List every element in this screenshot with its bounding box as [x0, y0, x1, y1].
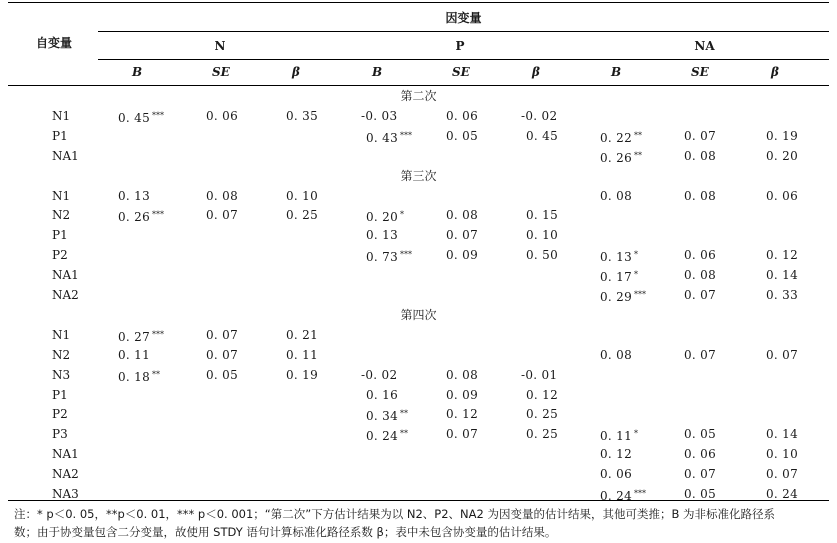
table-cell — [600, 288, 646, 304]
cell-value: 0. 08 — [600, 188, 633, 203]
cell-value: 0. 07 — [206, 347, 239, 362]
significance-marker: * — [634, 270, 639, 280]
significance-marker: ** — [634, 130, 643, 140]
cell-value: 0. 43 — [366, 130, 399, 145]
row-label: N3 — [52, 367, 71, 382]
table-cell — [684, 467, 716, 481]
cell-value: 0. 07 — [446, 427, 479, 442]
table-cell — [684, 129, 716, 143]
stat-header-beta-n: β — [292, 65, 300, 79]
stat-header-se-p: SE — [452, 65, 470, 79]
cell-value: 0. 05 — [684, 487, 717, 501]
row-label: N1 — [52, 188, 71, 203]
table-cell — [206, 328, 238, 342]
independent-var-header: 自变量 — [36, 36, 73, 50]
table-cell — [446, 109, 478, 123]
table-cell — [766, 427, 798, 441]
table-cell — [600, 487, 646, 503]
table-cell — [206, 109, 238, 123]
table-cell — [366, 248, 412, 264]
cell-value: 0. 08 — [684, 268, 717, 283]
cell-value: 0. 12 — [526, 387, 559, 402]
table-cell — [118, 328, 164, 344]
cell-value: 0. 07 — [684, 288, 717, 302]
cell-value: 0. 06 — [206, 108, 239, 123]
cell-value: 0. 13 — [118, 188, 151, 203]
table-top-rule — [8, 2, 829, 3]
group-header-p: P — [455, 39, 465, 53]
table-cell — [684, 248, 716, 262]
cell-value: 0. 45 — [118, 110, 151, 125]
cell-value: 0. 24 — [366, 429, 399, 444]
table-cell — [526, 407, 558, 421]
table-cell — [766, 189, 798, 203]
cell-value: 0. 06 — [766, 188, 799, 203]
cell-value: 0. 08 — [684, 148, 717, 163]
table-cell — [361, 368, 397, 382]
cell-value: 0. 09 — [446, 248, 479, 263]
stat-header-se-n: SE — [212, 65, 230, 79]
row-label: N1 — [52, 327, 71, 342]
cell-value: 0. 12 — [600, 447, 633, 462]
significance-marker: *** — [152, 110, 165, 120]
table-cell — [600, 447, 632, 461]
cell-value: 0. 08 — [684, 188, 717, 203]
table-cell — [446, 368, 478, 382]
row-label: P3 — [52, 427, 68, 442]
table-cell — [526, 388, 558, 402]
cell-value: 0. 26 — [600, 150, 633, 165]
cell-value: -0. 02 — [361, 367, 398, 382]
row-label: P1 — [52, 387, 68, 402]
table-cell — [206, 368, 238, 382]
cell-value: 0. 19 — [286, 367, 319, 382]
row-label: NA3 — [52, 487, 79, 501]
significance-marker: ** — [152, 369, 161, 379]
significance-marker: *** — [634, 290, 647, 299]
table-cell — [684, 288, 716, 302]
significance-marker: * — [634, 250, 639, 260]
table-cell — [526, 208, 558, 222]
table-cell — [286, 368, 318, 382]
table-cell — [118, 368, 160, 384]
cell-value: 0. 26 — [118, 210, 151, 225]
stat-header-b-p: B — [372, 65, 383, 79]
table-cell — [600, 189, 632, 203]
row-label: P1 — [52, 128, 68, 143]
cell-value: 0. 24 — [766, 487, 799, 501]
cell-value: 0. 15 — [526, 208, 559, 223]
cell-value: 0. 14 — [766, 268, 799, 283]
cell-value: 0. 12 — [446, 407, 479, 422]
table-cell — [600, 427, 638, 443]
cell-value: 0. 19 — [766, 128, 799, 143]
table-cell — [526, 129, 558, 143]
group-header-na: NA — [694, 39, 715, 53]
cell-value: 0. 09 — [446, 387, 479, 402]
table-cell — [684, 189, 716, 203]
cell-value: 0. 25 — [526, 427, 559, 442]
row-label: NA1 — [52, 447, 79, 462]
significance-marker: ** — [634, 150, 643, 160]
row-label: NA1 — [52, 268, 79, 283]
table-note-line2: 数；由于协变量包含二分变量，故使用 STDY 语句计算标准化路径系数 β；表中未包含协变量的估计结果。 — [14, 525, 557, 539]
stat-header-se-na: SE — [691, 65, 709, 79]
table-cell — [766, 288, 798, 302]
cell-value: -0. 02 — [521, 108, 558, 123]
table-cell — [600, 248, 638, 264]
cell-value: 0. 73 — [366, 250, 399, 265]
cell-value: 0. 07 — [684, 467, 717, 482]
cell-value: 0. 10 — [766, 447, 799, 462]
table-cell — [600, 129, 642, 145]
stat-header-beta-p: β — [532, 65, 540, 79]
cell-value: 0. 06 — [684, 248, 717, 263]
cell-value: 0. 08 — [446, 367, 479, 382]
cell-value: 0. 08 — [600, 347, 633, 362]
row-label: N2 — [52, 347, 71, 362]
cell-value: 0. 07 — [766, 467, 799, 482]
table-cell — [600, 149, 642, 165]
table-cell — [766, 248, 798, 262]
table-cell — [206, 208, 238, 222]
cell-value: 0. 05 — [684, 427, 717, 442]
cell-value: 0. 22 — [600, 130, 633, 145]
table-cell — [361, 109, 397, 123]
table-cell — [684, 427, 716, 441]
table-cell — [766, 467, 798, 481]
table-cell — [206, 348, 238, 362]
table-cell — [286, 208, 318, 222]
significance-marker: * — [634, 429, 639, 439]
row-label: NA1 — [52, 148, 79, 163]
cell-value: 0. 17 — [600, 270, 633, 285]
row-label: NA2 — [52, 288, 79, 302]
stat-header-beta-na: β — [771, 65, 779, 79]
row-label: P1 — [52, 228, 68, 243]
group-header-n: N — [214, 39, 226, 53]
table-cell — [684, 348, 716, 362]
section-title: 第二次 — [400, 89, 437, 103]
row-label: N1 — [52, 108, 71, 123]
cell-value: 0. 14 — [766, 427, 799, 442]
cell-value: -0. 03 — [361, 108, 398, 123]
table-cell — [286, 109, 318, 123]
cell-value: 0. 25 — [526, 407, 559, 422]
row-label: N2 — [52, 208, 71, 223]
table-cell — [600, 348, 632, 362]
significance-marker: *** — [400, 130, 413, 140]
significance-marker: * — [400, 210, 405, 220]
cell-value: 0. 06 — [600, 467, 633, 482]
cell-value: 0. 16 — [366, 387, 399, 402]
row-label: NA2 — [52, 467, 79, 482]
table-cell — [446, 248, 478, 262]
table-cell — [526, 248, 558, 262]
significance-marker: *** — [634, 489, 647, 498]
cell-value: 0. 11 — [118, 347, 151, 362]
significance-marker: *** — [152, 329, 165, 339]
cell-value: 0. 34 — [366, 409, 399, 424]
table-cell — [600, 268, 638, 284]
table-cell — [766, 348, 798, 362]
cell-value: 0. 10 — [526, 228, 559, 243]
table-cell — [366, 388, 398, 402]
cell-value: 0. 21 — [286, 327, 319, 342]
cell-value: 0. 13 — [366, 228, 399, 243]
table-cell — [446, 129, 478, 143]
group-rule — [98, 59, 829, 60]
cell-value: 0. 05 — [206, 367, 239, 382]
section-title: 第三次 — [400, 168, 437, 183]
cell-value: 0. 33 — [766, 288, 799, 302]
table-cell — [366, 228, 398, 242]
table-cell — [286, 348, 318, 362]
cell-value: 0. 11 — [286, 347, 319, 362]
cell-value: 0. 07 — [206, 208, 239, 223]
cell-value: 0. 07 — [684, 347, 717, 362]
cell-value: 0. 08 — [446, 208, 479, 223]
table-cell — [286, 328, 318, 342]
cell-value: 0. 20 — [766, 148, 799, 163]
table-cell — [766, 447, 798, 461]
table-cell — [366, 208, 404, 224]
table-cell — [446, 228, 478, 242]
cell-value: 0. 12 — [766, 248, 799, 263]
cell-value: 0. 13 — [600, 250, 633, 265]
cell-value: 0. 06 — [684, 447, 717, 462]
table-cell — [366, 427, 408, 443]
table-cell — [526, 427, 558, 441]
table-cell — [118, 109, 164, 125]
cell-value: 0. 25 — [286, 208, 319, 223]
table-cell — [766, 149, 798, 163]
row-label: P2 — [52, 248, 68, 263]
section-title: 第四次 — [400, 307, 437, 322]
cell-value: 0. 20 — [366, 210, 399, 225]
table-cell — [446, 208, 478, 222]
significance-marker: *** — [400, 250, 413, 260]
dependent-var-header: 因变量 — [445, 11, 482, 25]
table-note-line1: 注：* p＜0. 05，**p＜0. 01，*** p＜0. 001；“第二次”下方估计结果为以 N2、P2、NA2 为因变量的估计结果，其他可类推；B 为非标准化路径系 — [14, 507, 776, 521]
cell-value: 0. 18 — [118, 369, 151, 384]
table-cell — [684, 447, 716, 461]
table-cell — [118, 208, 164, 224]
table-cell — [521, 109, 557, 123]
cell-value: 0. 24 — [600, 489, 633, 503]
stat-header-b-na: B — [611, 65, 622, 79]
table-cell — [766, 487, 798, 501]
cell-value: 0. 08 — [206, 188, 239, 203]
significance-marker: ** — [400, 429, 409, 439]
table-cell — [286, 189, 318, 203]
cell-value: 0. 07 — [446, 228, 479, 243]
cell-value: 0. 07 — [766, 347, 799, 362]
cell-value: 0. 11 — [600, 429, 633, 444]
table-cell — [118, 348, 150, 362]
cell-value: 0. 06 — [446, 108, 479, 123]
cell-value: 0. 29 — [600, 290, 633, 304]
significance-marker: ** — [400, 409, 409, 419]
cell-value: 0. 07 — [684, 128, 717, 143]
table-cell — [366, 407, 408, 423]
cell-value: -0. 01 — [521, 367, 558, 382]
cell-value: 0. 50 — [526, 248, 559, 263]
table-cell — [206, 189, 238, 203]
header-mid-rule — [98, 31, 829, 32]
table-cell — [446, 427, 478, 441]
cell-value: 0. 07 — [206, 327, 239, 342]
cell-value: 0. 27 — [118, 329, 151, 344]
table-cell — [446, 407, 478, 421]
table-cell — [118, 189, 150, 203]
table-cell — [521, 368, 557, 382]
header-bottom-rule — [8, 85, 829, 86]
cell-value: 0. 10 — [286, 188, 319, 203]
significance-marker: *** — [152, 210, 165, 220]
stat-header-b-n: B — [132, 65, 143, 79]
table-cell — [526, 228, 558, 242]
row-label: P2 — [52, 407, 68, 422]
cell-value: 0. 05 — [446, 128, 479, 143]
cell-value: 0. 35 — [286, 108, 319, 123]
table-cell — [684, 268, 716, 282]
table-cell — [366, 129, 412, 145]
table-cell — [684, 487, 716, 501]
table-cell — [766, 129, 798, 143]
cell-value: 0. 45 — [526, 128, 559, 143]
table-cell — [684, 149, 716, 163]
table-cell — [600, 467, 632, 481]
table-cell — [446, 388, 478, 402]
table-cell — [766, 268, 798, 282]
